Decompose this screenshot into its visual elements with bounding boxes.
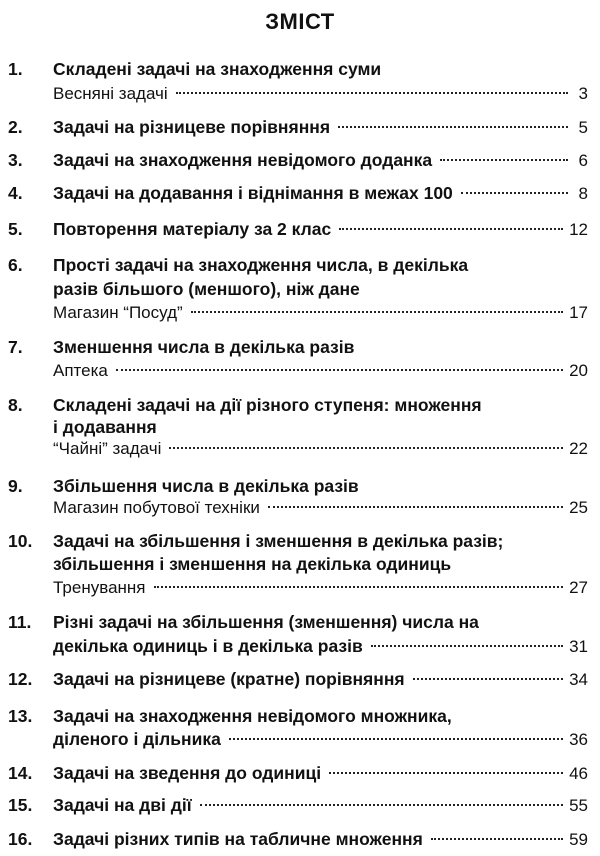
dot-leader bbox=[339, 228, 563, 230]
page-number: 46 bbox=[569, 764, 588, 783]
toc-subentry-8[interactable] bbox=[53, 436, 588, 462]
toc-entry-4[interactable] bbox=[8, 180, 588, 206]
page-title: ЗМІСТ bbox=[265, 9, 335, 34]
toc-entry-5[interactable] bbox=[8, 216, 588, 242]
page-number: 31 bbox=[569, 637, 588, 656]
entry-title: Задачі на збільшення і зменшення в декілька разів; bbox=[53, 531, 504, 551]
entry-title-cont: декілька одиниць і в декілька разів bbox=[53, 636, 363, 656]
entry-number: 16. bbox=[8, 829, 33, 849]
dot-leader bbox=[191, 311, 563, 313]
page-number: 5 bbox=[578, 118, 588, 137]
page-number: 3 bbox=[578, 84, 588, 103]
toc-entry-11[interactable] bbox=[8, 609, 588, 635]
subentry-title: Аптека bbox=[53, 361, 108, 380]
page-number: 36 bbox=[569, 730, 588, 749]
subentry-title: Весняні задачі bbox=[53, 84, 168, 103]
entry-number: 4. bbox=[8, 183, 23, 203]
toc-entry-7[interactable] bbox=[8, 334, 588, 360]
entry-title: Задачі на знаходження невідомого множника, bbox=[53, 706, 452, 726]
toc-entry-1[interactable] bbox=[8, 56, 588, 82]
entry-title: Повторення матеріалу за 2 клас bbox=[53, 219, 332, 239]
dot-leader bbox=[338, 126, 568, 128]
dot-leader bbox=[440, 159, 568, 161]
toc-entry-10-cont[interactable] bbox=[53, 551, 588, 577]
toc-entry-13-cont[interactable] bbox=[53, 726, 588, 752]
entry-title: Задачі різних типів на табличне множення bbox=[53, 829, 423, 849]
dot-leader bbox=[371, 645, 563, 647]
entry-title-cont: діленого і дільника bbox=[53, 729, 221, 749]
entry-title: Задачі на зведення до одиниці bbox=[53, 763, 322, 783]
dot-leader bbox=[176, 92, 568, 94]
page-number: 25 bbox=[569, 498, 588, 517]
dot-leader bbox=[229, 738, 563, 740]
entry-title: Збільшення числа в декілька разів bbox=[53, 476, 359, 496]
entry-number: 10. bbox=[8, 531, 33, 551]
toc-entry-3[interactable] bbox=[8, 147, 588, 173]
dot-leader bbox=[431, 838, 563, 840]
entry-title: Складені задачі на дії різного ступеня: множення bbox=[53, 395, 482, 415]
entry-title-cont: разів більшого (меншого), ніж дане bbox=[53, 279, 360, 299]
page-number: 34 bbox=[569, 670, 588, 689]
entry-title: Різні задачі на збільшення (зменшення) числа на bbox=[53, 612, 479, 632]
dot-leader bbox=[116, 369, 563, 371]
toc-entry-11-cont[interactable] bbox=[53, 633, 588, 659]
entry-title: Задачі на різницеве порівняння bbox=[53, 117, 331, 137]
entry-title: Задачі на дві дії bbox=[53, 795, 192, 815]
entry-title: Зменшення числа в декілька разів bbox=[53, 337, 355, 357]
dot-leader bbox=[413, 678, 563, 680]
toc-entry-16[interactable] bbox=[8, 826, 588, 852]
toc-subentry-1[interactable] bbox=[53, 81, 588, 107]
dot-leader bbox=[154, 586, 564, 588]
entry-number: 3. bbox=[8, 150, 23, 170]
page-number: 27 bbox=[569, 578, 588, 597]
entry-title: Задачі на знаходження невідомого доданка bbox=[53, 150, 433, 170]
entry-number: 14. bbox=[8, 763, 33, 783]
toc-subentry-10[interactable] bbox=[53, 575, 588, 601]
entry-title-cont: збільшення і зменшення на декілька одиниць bbox=[53, 554, 452, 574]
dot-leader bbox=[200, 804, 563, 806]
toc-entry-6-cont[interactable] bbox=[53, 276, 588, 302]
entry-title: Прості задачі на знаходження числа, в декілька bbox=[53, 255, 469, 275]
page-number: 6 bbox=[578, 151, 588, 170]
toc-subentry-9[interactable] bbox=[53, 495, 588, 521]
entry-number: 1. bbox=[8, 59, 23, 79]
dot-leader bbox=[461, 192, 568, 194]
entry-title: Складені задачі на знаходження суми bbox=[53, 59, 382, 79]
subentry-title: Тренування bbox=[53, 578, 146, 597]
page-number: 55 bbox=[569, 796, 588, 815]
entry-title-cont: і додавання bbox=[53, 417, 157, 437]
entry-number: 7. bbox=[8, 337, 23, 357]
page-number: 22 bbox=[569, 439, 588, 458]
toc-entry-6[interactable] bbox=[8, 252, 588, 278]
entry-title: Задачі на різницеве (кратне) порівняння bbox=[53, 669, 405, 689]
toc-entry-15[interactable] bbox=[8, 792, 588, 818]
page-number: 12 bbox=[569, 220, 588, 239]
page-number: 59 bbox=[569, 830, 588, 849]
toc-subentry-6[interactable] bbox=[53, 300, 588, 326]
dot-leader bbox=[169, 447, 563, 449]
entry-number: 15. bbox=[8, 795, 33, 815]
entry-number: 5. bbox=[8, 219, 23, 239]
page-number: 8 bbox=[578, 184, 588, 203]
subentry-title: “Чайні” задачі bbox=[53, 439, 162, 458]
dot-leader bbox=[268, 506, 563, 508]
toc-entry-14[interactable] bbox=[8, 760, 588, 786]
entry-number: 8. bbox=[8, 395, 23, 415]
subentry-title: Магазин “Посуд” bbox=[53, 303, 183, 322]
subentry-title: Магазин побутової техніки bbox=[53, 498, 260, 517]
entry-number: 13. bbox=[8, 706, 33, 726]
entry-number: 6. bbox=[8, 255, 23, 275]
dot-leader bbox=[329, 772, 563, 774]
entry-number: 2. bbox=[8, 117, 23, 137]
entry-number: 12. bbox=[8, 669, 33, 689]
toc-subentry-7[interactable] bbox=[53, 358, 588, 384]
entry-title: Задачі на додавання і віднімання в межах 100 bbox=[53, 183, 453, 203]
toc-entry-12[interactable] bbox=[8, 666, 588, 692]
page-number: 17 bbox=[569, 303, 588, 322]
entry-number: 11. bbox=[8, 612, 32, 632]
page-number: 20 bbox=[569, 361, 588, 380]
toc-entry-2[interactable] bbox=[8, 114, 588, 140]
entry-number: 9. bbox=[8, 476, 23, 496]
